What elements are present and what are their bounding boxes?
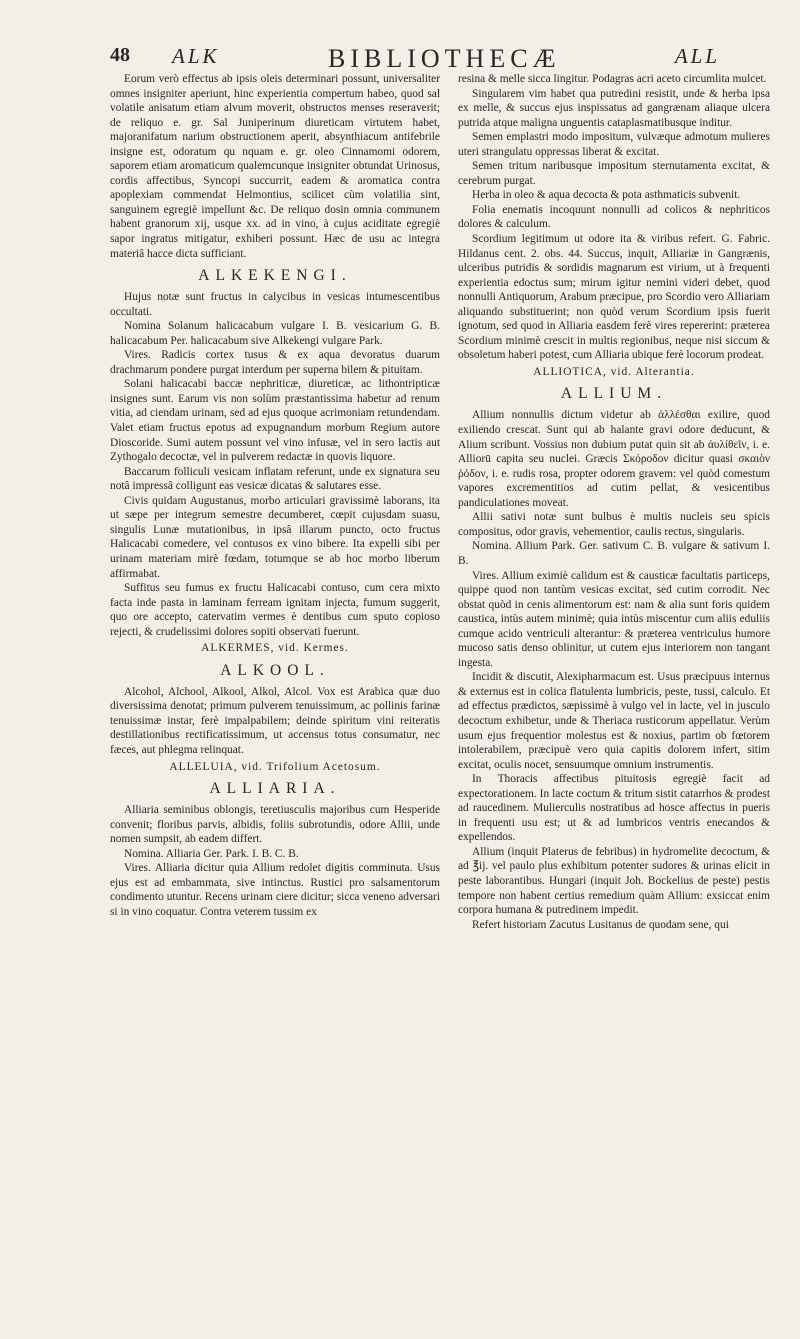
paragraph: resina & melle sicca lingitur. Podagras acri aceto circumlita mulcet. — [458, 73, 767, 85]
running-header — [110, 44, 750, 74]
paragraph: Alliaria seminibus oblongis, teretiusculis majoribus cum Hesperide convenit; floribus parvis, albidis, foliis subrotundis, odore Allii, unde nomen sumpsit, ab eadem differt. — [110, 804, 440, 846]
paragraph: Vires. Allium eximiè calidum est & causticæ facultatis particeps, quippe quod non tantùm vesicas excitat, sed cutim corrodit. Nec obstat quòd in cenis alimentorum est: nam & alia sunt foris quidem caustica, intùs autem minimè; quia intùs miscentur cum aliis eduliis cumque acido ventriculi alterantur: & præterea ventriculus humore mucoso satis denso oblinitur, ut cutem ejus interiorem non tangant ingesta. — [458, 569, 770, 669]
right-catchword: ALL — [674, 44, 720, 68]
entry-heading-alkekengi: ALKEKENGI. — [198, 267, 352, 285]
entry-heading-allium: ALLIUM. — [560, 385, 668, 403]
cross-reference-alliotica: ALLIOTICA, vid. Alterantia. — [533, 365, 695, 378]
paragraph: In Thoracis affectibus pituitosis egregiè facit ad expectorationem. In lacte coctum & tritum sistit catarrhos & prodest ad raucedinem. Mulierculis nostratibus ad hosce affectus in pueris in frequenti usu est; ut & ad lumbricos ventris enecandos & expellendos. — [458, 773, 770, 844]
cross-reference-alleluia: ALLELUIA, vid. Trifolium Acetosum. — [169, 760, 381, 773]
left-column — [110, 72, 440, 919]
paragraph: Nomina Solanum halicacabum vulgare I. B. vesicarium G. B. halicacabum Per. halicacabum sive Alkekengi vulgare Park. — [110, 320, 440, 347]
paragraph: Allii sativi notæ sunt bulbus è multis nucleis seu spicis compositus, odor gravis, vehementior, caulis rectus, singularis. — [458, 511, 770, 538]
paragraph: Baccarum folliculi vesicam inflatam referunt, unde ex signatura seu notâ impressâ colligunt eas vesicæ dicatas & salutares esse. — [110, 465, 440, 493]
paragraph: Hujus notæ sunt fructus in calycibus in vesicas intumescentibus occultati. — [110, 291, 440, 318]
entry-heading-alkool: ALKOOL. — [220, 661, 330, 679]
paragraph: Nomina. Allium Park. Ger. sativum C. B. vulgare & sativum I. B. — [458, 540, 770, 567]
paragraph: Vires. Radicis cortex tusus & ex aqua devoratus duarum drachmarum pondere purgat interdum per superna bilem & pituitam. — [110, 349, 440, 376]
paragraph: Eorum verò effectus ab ipsis oleis determinari possunt, universaliter omnes insigniter aperiunt, hinc experientia compertum habeo, quod sal volatile anisatum etiam alvum moverit, obstructos menses reseraverit; de reliquo e. gr. Sal Juniperinum diureticam virtutem habet, majoranifatum narium obstructionem aperit, absynthiacum antifebrile insigne est, odoratum qu nquam e. gr. oleo Cinnamomi odorem, saporem etiam aromaticum qualemcunque insigniter obtundat Urinosus, cordis affectibus, Syncopi succurrit, eadem & aromatica contra apoplexiam commendat Helmontius, scilicet cùm volatilia sint, sanguinem egregiè impellunt &c. De reliquo dosin omnia communem habent granorum xij, usque xx. ad in vino, à cujus aciditate egregiè sapor ingratus mitigatur, exhiberi possunt. Hæc de usu ac integra materiâ hacce dicta sufficiant. — [110, 73, 440, 260]
entry-heading-alliaria: ALLIARIA. — [209, 780, 341, 798]
paragraph: Solani halicacabi baccæ nephriticæ, diureticæ, ac lithontripticæ insignes sunt. Earum vis non solùm præstantissima habetur ad renum vitia, ad ciendam urinam, sed ad ejus quoque acrimoniam retundendam. Valet etiam fructus epotus ad expugnandum morbum Regium autore Dioscoride. Sumi autem possunt vel vino infusæ, vel in sero lactis aut Zythogalo decoctæ, vel in pulverem redactæ in quovis liquore. — [110, 378, 440, 464]
paragraph: Allium (inquit Platerus de febribus) in hydromelite decoctum, & ad ℥ij. vel paulo plus exhibitum potenter sudores & urinas elicit in peste laborantibus. Hungari (inquit Joh. Bockelius de peste) pestis tempore non habent certius remedium quàm Allium: exsiccat enim corpora humana & putredinem impedit. — [458, 845, 770, 917]
cross-reference-alkermes: ALKERMES, vid. Kermes. — [201, 642, 349, 655]
paragraph: Semen tritum naribusque impositum sternutamenta excitat, & cerebrum purgat. — [458, 160, 770, 187]
paragraph: Vires. Alliaria dicitur quia Allium redolet digitis comminuta. Usus ejus est ad embammata, sive intinctus. Rustici pro salsamentorum condimento utuntur. Recens urinam ciere dicitur; sicca veneno adversari si in vino coquatur. Contra veterem tussim ex — [110, 862, 440, 918]
paragraph: Semen emplastri modo impositum, vulvæque admotum mulieres uteri strangulatu oppressas liberat & excitat. — [458, 131, 770, 158]
paragraph: Alcohol, Alchool, Alkool, Alkol, Alcol. Vox est Arabica quæ duo diversissima denotat; primum pulverem tenuissimum, ac pollinis farinæ tenuissimæ instar, ferè impalpabilem; deinde spiritum vini reiteratis destillationibus rectificatissimum, ut accensus totus consumatur, nec fæces, aut phlegma relinquat. — [110, 685, 440, 756]
paragraph: Singularem vim habet qua putredini resistit, unde & herba ipsa ex melle, & succus ejus inspissatus ad gangrænam aliaque ulcera putrida atque maligna unguentis cataplasmatibusque inditur. — [458, 87, 770, 129]
paragraph: Incidit & discutit, Alexipharmacum est. Usus præcipuus internus & externus est in colica flatulenta lumbricis, peste, tussi, calculo. Et ad effectus prædictos, sæpissimè à vulgo vel in lacte, vel in jusculo decoctum exhibetur, unde & Theriaca rusticorum appellatur. Verùm usum ejus frequentior molestus est & noxius, partim ob fœtorem intolerabilem, præcipuè vero quia capitis dolorem infert, sitim excitat, oculis nocet, sensuumque omnium instrumentis. — [458, 671, 770, 771]
paragraph: Folia enematis incoquunt nonnulli ad colicos & nephriticos dolores & calculum. — [458, 203, 770, 231]
paragraph: Suffitus seu fumus ex fructu Halicacabi contuso, cum cera mixto facta inde pasta in laminam ferream ignitam injecta, fumum suggerit, quo ore accepto, catervatim vermes è dentibus cum sputo copioso rejecti, & crudelissimi dolores sopiti observati fuerunt. — [110, 582, 440, 638]
paragraph: Nomina. Alliaria Ger. Park. I. B. C. B. — [124, 847, 299, 860]
paragraph: Scordium legitimum ut odore ita & viribus refert. G. Fabric. Hildanus cent. 2. obs. 44. Succus, inquit, Alliariæ in Gangrænis, ulceribus putridis & sordidis magnarum est virium, ut à frequenti experientia edoctus sum; mirum igitur nemini videri debet, quod nonnulli Antiquorum, Arabum præcipue, pro Scordio vero Alliariam aliquando substituerint; non quòd verum Scordium ipsis fuerit ignotum, sed quod in Alliaria easdem ferè vires repererint: præterea Scordium minimè crescit in multis regionibus, neque nisi siccum & obsoletum haberi potest, cum Alliaria ubique ferè locorum prodeat. — [458, 233, 770, 362]
left-catchword: ALK — [172, 44, 220, 68]
paragraph: Allium nonnullis dictum videtur ab ἀλλέσθαι exilire, quod exiliendo crescat. Sunt qui ab halante gravi odore deducunt, & Alium scribunt. Vossius non dubium putat quin sit ab ἀυλίθεῖν, i. e. Alliorū capita seu nuclei. Græcis Σκόροδον dicitur quasi σκαιὸν ῥόδον, i. e. rudis rosa, propter odorem gravem: vel quòd comestum vapores excrementitios ad cutim pellat, & vesicentibus pandiculationes moveat. — [458, 409, 770, 509]
paragraph: Civis quidam Augustanus, morbo articulari gravissimè laborans, ita ut sæpe per integrum semestre decumberet, cœpit cujusdam suasu, singulis Lunæ mutationibus, in ipsâ illarum puncto, octo fructus Halicacabi comedere, vel contusos ex vino bibere. Ita expelli sibi per urinam materiam mirè fœdam, totumque se ab hoc morbo liberum affirmabat. — [110, 494, 440, 580]
page-number: 48 — [110, 44, 130, 66]
paragraph: Refert historiam Zacutus Lusitanus de quodam sene, qui — [472, 918, 729, 931]
paragraph: Herba in oleo & aqua decocta & pota asthmaticis subvenit. — [472, 189, 741, 202]
page-title: BIBLIOTHECÆ — [328, 44, 561, 73]
right-column — [458, 72, 770, 932]
